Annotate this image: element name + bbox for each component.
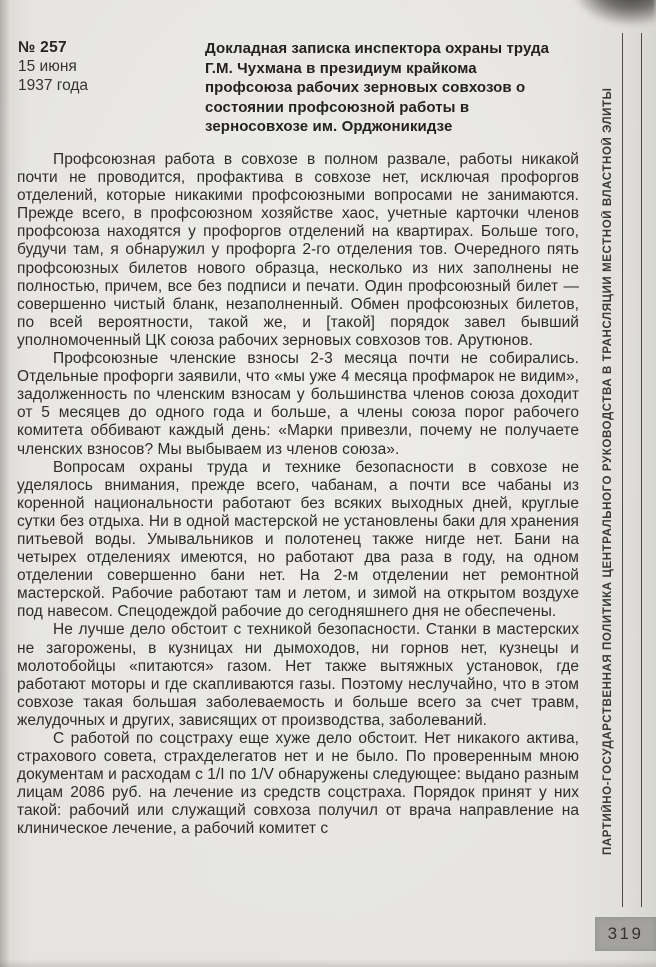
sidebar-rule-outer	[641, 33, 643, 907]
document-date-day: 15 июня	[18, 58, 77, 75]
page-number-badge	[595, 917, 656, 951]
paragraph-4: Не лучше дело обстоит с техникой безопасности. Станки в мастерских не загорожены, в кузницах ни дымоходов, ни горнов нет, кузнецы и молотобойцы «питаются» газом. Нет также вытяжных установок, где работают моторы и где скапливаются газы. Поэтому неслучайно, что в этом совхозе такая большая заболеваемость и больше всего за счет травм, желудочных и других, зависящих от производства, заболеваний.	[17, 621, 579, 729]
document-number: № 257	[18, 39, 67, 56]
paragraph-5: С работой по соцстраху еще хуже дело обстоит. Нет никакого актива, страхового совета, страхделегатов нет и не было. По проверенным мною документам и расходам с 1/I по 1/V обнаружены следующее: выдано разным лицам 2086 руб. на лечение из средств соцстраха. Порядок принят у них такой: рабочий или служащий совхоза получил от врача направление на клиническое лечение, а рабочий комитет с	[17, 730, 579, 838]
paragraph-3: Вопросам охраны труда и технике безопасности в совхозе не уделялось внимания, прежде всего, чабанам, а почти все чабаны из коренной национальности работают без всяких выходных дней, круглые сутки без отдыха. Ни в одной мастерской не установлены баки для хранения питьевой воды. Умывальников и полотенец также нигде нет. Бани на четырех отделениях имеются, но работают два раза в году, на одном отделении совершенно бани нет. На 2-м отделении нет ремонтной мастерской. Рабочие работают там и летом, и зимой на открытом воздухе под навесом. Спецодеждой рабочие до сегодняшнего дня не обеспечены.	[17, 458, 579, 621]
scan-edge-shadow-bottom	[0, 959, 656, 967]
sidebar-vertical-text: ПАРТИЙНО-ГОСУДАРСТВЕННАЯ ПОЛИТИКА ЦЕНТРАЛЬНОГО РУКОВОДСТВА В ТРАНСЛЯЦИИ МЕСТНОЙ ВЛАСТНОЙ ЭЛИТЫ	[602, 87, 614, 855]
document-body	[17, 151, 579, 839]
sidebar-rule-inner	[622, 33, 624, 907]
page-number: 319	[607, 924, 644, 943]
document-title: Докладная записка инспектора охраны труда Г.М. Чухмана в президиум крайкома профсоюза рабочих зерновых совхозов о состоянии профсоюзной работы в зерносовхозе им. Орджоникидзе	[205, 40, 550, 135]
paragraph-2: Профсоюзные членские взносы 2-3 месяца почти не собирались. Отдельные профорги заявили, что «мы уже 4 месяца профмарок не видим», задолженность по членским взносам у большинства членов союза доходит от 5 месяцев до одного года и больше, а члены союза порог рабочего комитета оббивают каждый день: «Марки привезли, почему не получаете членских взносов? Мы выбываем из членов союза».	[17, 350, 579, 458]
paragraph-1: Профсоюзная работа в совхозе в полном развале, работы никакой почти не проводится, профактива в совхозе нет, исключая профоргов отделений, которые никакими профсоюзными вопросами не занимаются. Прежде всего, в профсоюзном хозяйстве хаос, учетные карточки членов профсоюза находятся у профоргов отделений на квартирах. Больше того, будучи там, я обнаружил у профорга 2-го отделения тов. Очередного пять профсоюзных билетов нового образца, несколько из них заполнены не полностью, причем, все без подписи и печати. Один профсоюзный билет — совершенно чистый бланк, незаполненный. Обмен профсоюзных билетов, по всей вероятности, такой же, и [такой] порядок завел бывший уполномоченный ЦК союза рабочих зерновых совхозов тов. Арутюнов.	[17, 151, 579, 349]
document-date-year: 1937 года	[18, 77, 89, 94]
scan-artifact-top-right	[572, 0, 656, 26]
scan-edge-shadow-left	[0, 0, 10, 967]
document-meta	[18, 38, 188, 95]
